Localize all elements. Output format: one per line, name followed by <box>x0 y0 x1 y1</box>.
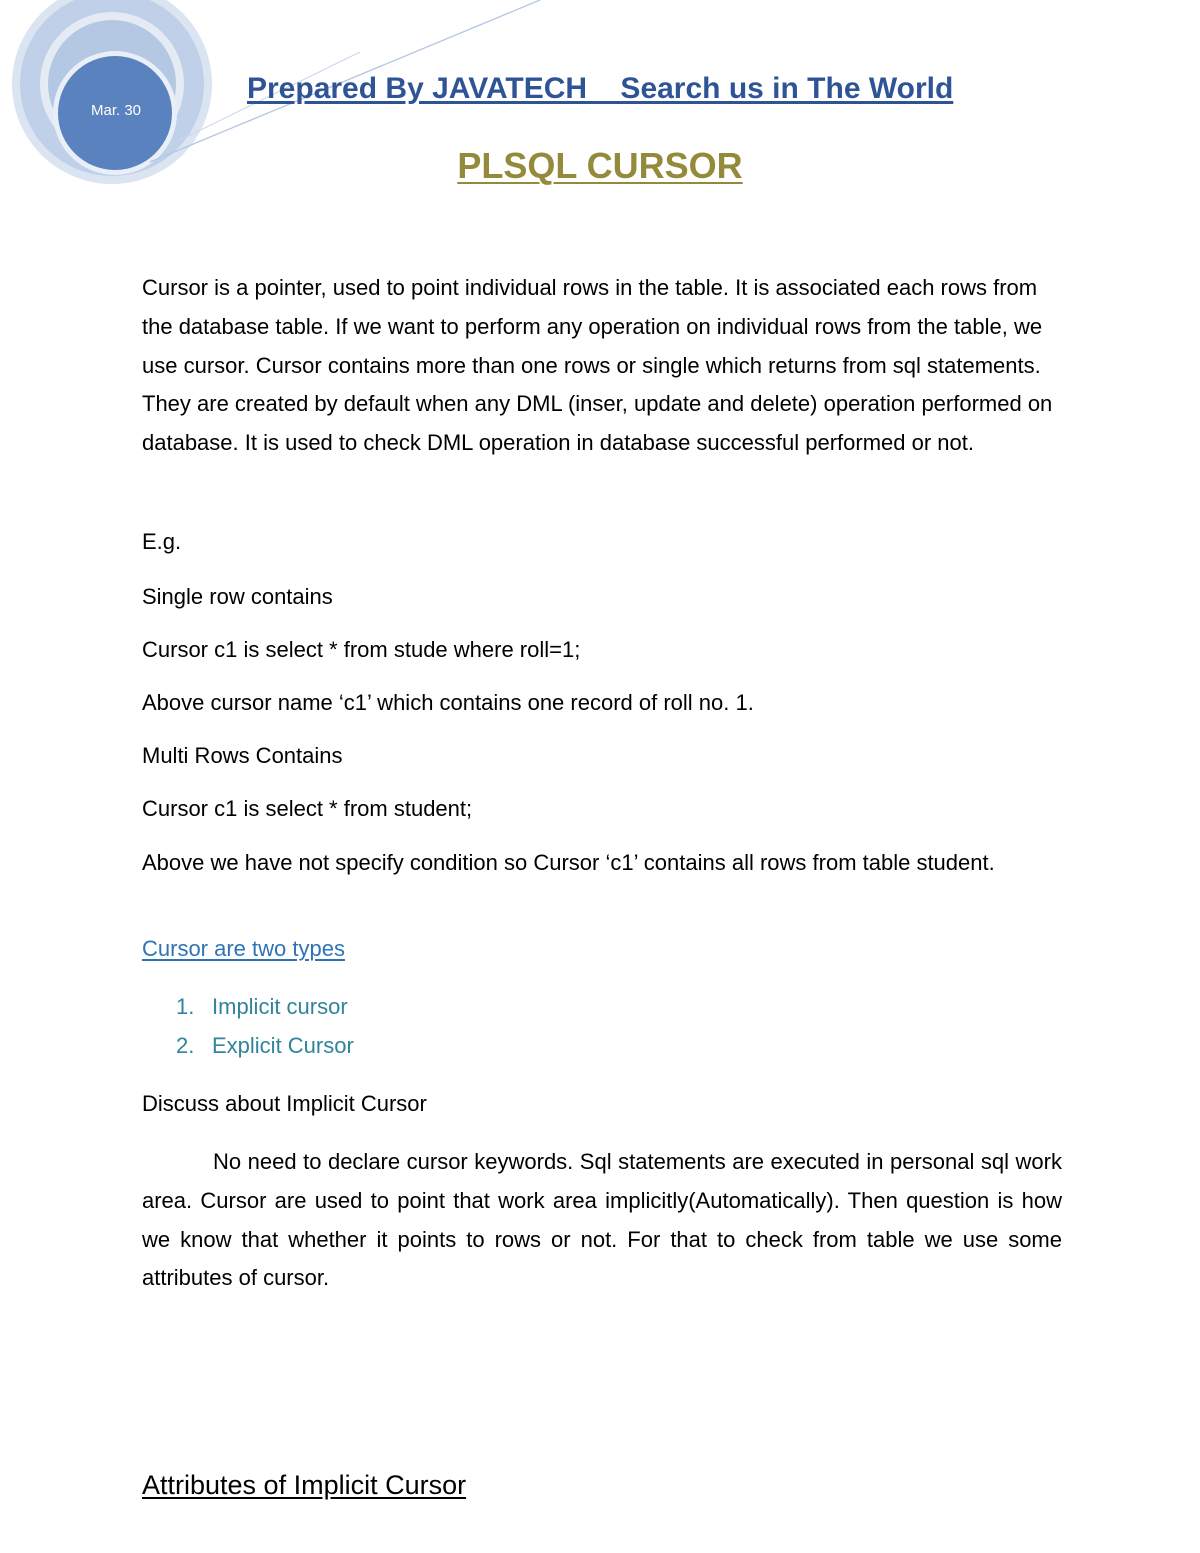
list-item <box>176 1026 354 1065</box>
list-item-label: Implicit cursor <box>212 994 348 1019</box>
single-row-explain: Above cursor name ‘c1’ which contains one record of roll no. 1. <box>142 690 754 715</box>
cursor-types-link[interactable]: Cursor are two types <box>142 936 345 961</box>
attributes-heading: Attributes of Implicit Cursor <box>142 1470 467 1500</box>
list-item-number: 1. <box>176 994 195 1019</box>
single-row-code: Cursor c1 is select * from stude where roll=1; <box>142 637 581 662</box>
document-title-text: PLSQL CURSOR <box>457 145 743 186</box>
implicit-heading: Discuss about Implicit Cursor <box>142 1091 427 1116</box>
multi-row-code: Cursor c1 is select * from student; <box>142 796 473 821</box>
list-item-label: Explicit Cursor <box>212 1033 354 1058</box>
implicit-paragraph: No need to declare cursor keywords. Sql statements are executed in personal sql work area. Cursor are used to point that work area implicitly(Automatically). Then question is how we know that whether it points to rows or not. For that to check from table we use some attributes of cursor. <box>142 1149 1062 1291</box>
multi-row-explain: Above we have not specify condition so Cursor ‘c1’ contains all rows from table student. <box>142 850 995 875</box>
cursor-types-list <box>176 987 354 1065</box>
date-label: Mar. 30 <box>90 102 142 119</box>
multi-row-heading: Multi Rows Contains <box>142 743 343 768</box>
single-row-heading: Single row contains <box>142 584 333 609</box>
document-title <box>0 145 1200 187</box>
cursor-types-heading <box>142 930 1062 969</box>
list-item <box>176 987 354 1026</box>
eg-label: E.g. <box>142 529 182 554</box>
prepared-by-header: Prepared By JAVATECH Search us in The World <box>247 72 954 105</box>
intro-paragraph: Cursor is a pointer, used to point individual rows in the table. It is associated each rows from the database table. If we want to perform any operation on individual rows from the table, we use cursor. Cursor contains more than one rows or single which returns from sql statements. They are created by default when any DML (inser, update and delete) operation performed on database. It is used to check DML operation in database successful performed or not. <box>142 275 1053 456</box>
list-item-number: 2. <box>176 1033 195 1058</box>
